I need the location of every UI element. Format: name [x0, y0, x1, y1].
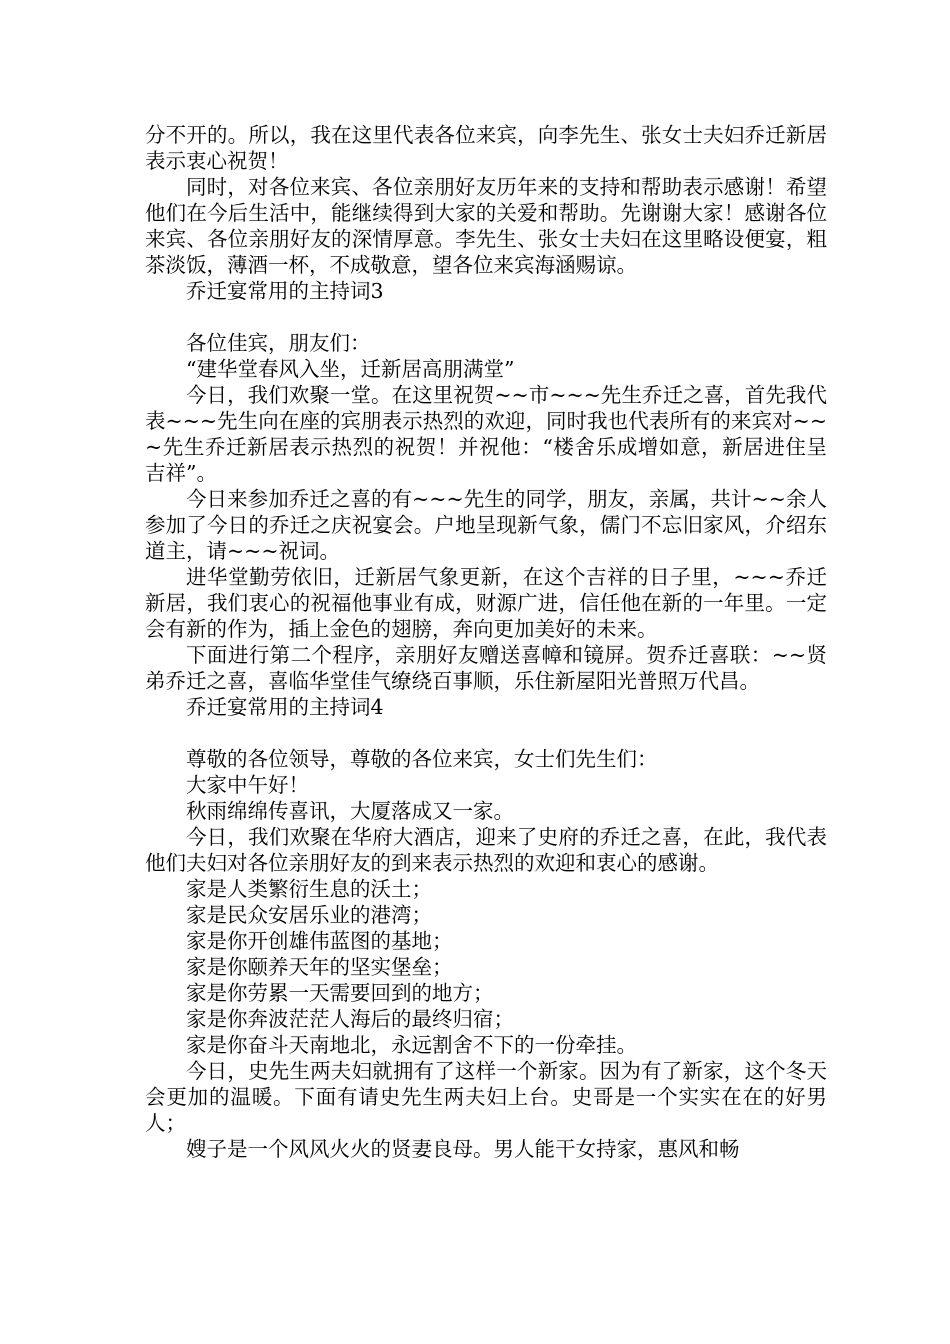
paragraph: 进华堂勤劳依旧，迁新居气象更新，在这个吉祥的日子里，~~~乔迁新居，我们衷心的祝福他事业有成，财源广进，信任他在新的一年里。一定会有新的作为，插上金色的翅膀，奔向更加美好的未来。 [145, 565, 827, 641]
section-heading: 乔迁宴常用的主持词4 [186, 695, 384, 719]
section-heading: 乔迁宴常用的主持词3 [186, 279, 384, 303]
paragraph: 大家中午好！ [186, 773, 309, 797]
paragraph: 家是人类繁衍生息的沃土； [186, 877, 432, 901]
paragraph: 今日，我们欢聚在华府大酒店，迎来了史府的乔迁之喜，在此，我代表他们夫妇对各位亲朋好友的到来表示热烈的欢迎和衷心的感谢。 [145, 825, 827, 875]
paragraph: 同时，对各位来宾、各位亲朋好友历年来的支持和帮助表示感谢！希望他们在今后生活中，能继续得到大家的关爱和帮助。先谢谢大家！感谢各位来宾、各位亲朋好友的深情厚意。李先生、张女士夫妇在这里略设便宴，粗茶淡饭，薄酒一杯，不成敬意，望各位来宾海涵赐谅。 [145, 175, 827, 277]
paragraph: 嫂子是一个风风火火的贤妻良母。男人能干女持家，惠风和畅 [186, 1137, 740, 1161]
paragraph: 家是你奔波茫茫人海后的最终归宿； [186, 1007, 514, 1031]
paragraph: 家是你奋斗天南地北，永远割舍不下的一份牵挂。 [186, 1033, 637, 1057]
paragraph: 下面进行第二个程序，亲朋好友赠送喜幛和镜屏。贺乔迁喜联：~~贤弟乔迁之喜，喜临华堂佳气缭绕百事顺，乐住新屋阳光普照万代昌。 [145, 643, 827, 693]
paragraph: 家是民众安居乐业的港湾； [186, 903, 432, 927]
blank-line [145, 720, 827, 746]
paragraph: 家是你颐养天年的坚实堡垒； [186, 955, 453, 979]
paragraph: “建华堂春风入坐，迁新居高朋满堂” [186, 357, 515, 381]
paragraph: 家是你劳累一天需要回到的地方； [186, 981, 494, 1005]
document-page [145, 122, 827, 1162]
paragraph: 尊敬的各位领导，尊敬的各位来宾，女士们先生们： [186, 747, 658, 771]
paragraph: 各位佳宾，朋友们： [186, 331, 371, 355]
paragraph: 今日来参加乔迁之喜的有~~~先生的同学，朋友，亲属，共计~~余人参加了今日的乔迁之庆祝宴会。户地呈现新气象，儒门不忘旧家风，介绍东道主，请~~~祝词。 [145, 487, 827, 563]
blank-line [145, 304, 827, 330]
paragraph: 家是你开创雄伟蓝图的基地； [186, 929, 453, 953]
paragraph: 秋雨绵绵传喜讯，大厦落成又一家。 [186, 799, 514, 823]
paragraph: 分不开的。所以，我在这里代表各位来宾，向李先生、张女士夫妇乔迁新居表示衷心祝贺！ [145, 123, 827, 173]
paragraph: 今日，我们欢聚一堂。在这里祝贺~~市~~~先生乔迁之喜，首先我代表~~~先生向在座的宾朋表示热烈的欢迎，同时我也代表所有的来宾对~~~先生乔迁新居表示热烈的祝贺！并祝他：“楼舍乐成增如意，新居进住呈吉祥”。 [145, 383, 827, 485]
paragraph: 今日，史先生两夫妇就拥有了这样一个新家。因为有了新家，这个冬天会更加的温暖。下面有请史先生两夫妇上台。史哥是一个实实在在的好男人； [145, 1059, 827, 1135]
